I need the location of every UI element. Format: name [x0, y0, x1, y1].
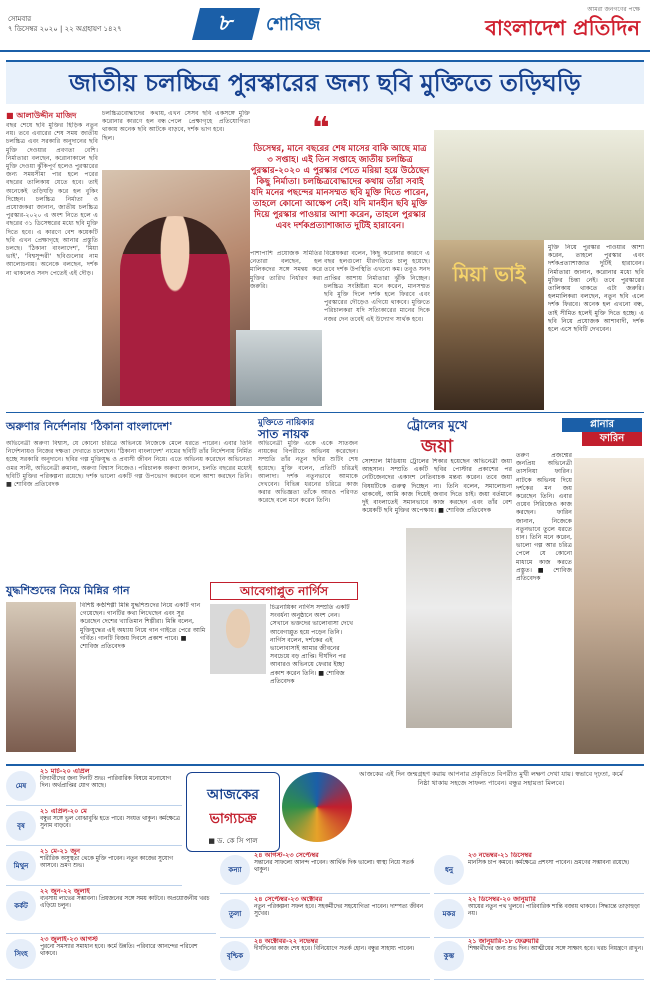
minni-body: বিশিষ্ট কণ্ঠশিল্পী মিন্নি যুদ্ধশিশুদের নিয়ে একটি গান গেয়েছেন। গানটির কথা লিখেছেন এবং সুর করেছেন দেশের খ্যাতিমান শিল্পীরা। মিন্নি বলেন, মুক্তিযুদ্ধের এই অধ্যায় নিয়ে গান গাইতে পেরে আমি গর্বিত। গানটি বিজয় দিবসে প্রকাশ পাবে। ■ শোবিজ প্রতিবেদক [80, 602, 206, 651]
zodiac-sign-icon: বৃষ [6, 811, 36, 841]
zodiac-sign-icon: ধনু [434, 855, 464, 885]
zodiac-date-range: ২১ মার্চ-২০ এপ্রিল [40, 768, 90, 775]
section-title: শোবিজ [266, 14, 321, 35]
headline-bar [6, 60, 644, 104]
nargis-photo [210, 604, 266, 674]
horoscope-title-2: ভাগ্যচক্র [209, 811, 257, 827]
zodiac-sign-icon: সিংহ [6, 939, 36, 969]
minni-photo [6, 602, 76, 752]
joya-name: জয়া [421, 436, 453, 457]
zodiac-date-range: ২৩ জুলাই-২৩ আগস্ট [40, 936, 98, 943]
horoscope-item [220, 938, 430, 980]
zodiac-text: বিদ্যার্থীদের জন্য দিনটি শুভ। পারিবারিক বিষয়ে মনোযোগ দিন। অর্থপ্রাপ্তির যোগ আছে। [40, 775, 171, 790]
date: ৭ ডিসেম্বর ২০২০ | ২২ অগ্রহায়ণ ১৪২৭ [8, 25, 122, 33]
horoscope-section [6, 764, 644, 980]
joya-body: সোশ্যাল মিডিয়ায় ট্রোলের শিকার হয়েছেন অভিনেত্রী জয়া আহসান। সম্প্রতি একটি ছবির পোস্টার প্রকাশের পর নেটিজেনদের একাংশ নেতিবাচক মন্তব্য করেন। তবে জয়া বিষয়টিকে গুরুত্ব দিচ্ছেন না। তিনি বলেন, সমালোচনা থাকবেই, আমি কাজ দিয়েই জবাব দিতে চাই। জয়া বর্তমানে দুই বাংলাতেই সমানভাবে কাজ করছেন এবং তাঁর বেশ কয়েকটি ছবি মুক্তির অপেক্ষায়। ■ শোবিজ প্রতিবেদক [362, 458, 512, 515]
story-column-1: বছর শেষে ছবি মুক্তির হিড়িক নতুন নয়। তবে এবারের শেষ সময় জাতীয় চলচ্চিত্র এবং সরকারি অনুদানের ছবি মুক্তি দেওয়ার প্রবণতা বেশি। নির্মাতারা বলছেন, করোনাকালে ছবি মুক্তি দেওয়া ঝুঁকিপূর্ণ হলেও পুরস্কারের জন্য সময়সীমা পার হলে পরের বছরের তালিকায় যেতে হবে। তাই অনেকেই তড়িঘড়ি করে হল বুকিং দিচ্ছেন। চলচ্চিত্র নির্মাতা ও প্রযোজকরা জানান, জাতীয় চলচ্চিত্র পুরস্কার-২০২০ এ অংশ নিতে হলে এ বছরের ৩১ ডিসেম্বরের মধ্যে ছবি মুক্তি দিতে হবে। এ কারণে বেশ কয়েকটি ছবি এখন প্রেক্ষাগৃহে আনার প্রস্তুতি চলছে। 'ঠিকানা বাংলাদেশ', 'মিয়া ভাই', 'বিশ্বসুন্দরী' ছবিগুলোর নাম আলোচনায়। অনেকে বলছেন, দর্শক না থাকলেও সনদ পেতেই এই দৌড়। [6, 122, 98, 277]
zodiac-date-range: ২৪ সেপ্টেম্বর-২৩ অক্টোবর [254, 896, 323, 903]
quote-text: ডিসেম্বর, মানে বছরের শেষ মাসের বাকি আছে মাত্র ৩ সপ্তাহ। এই তিন সপ্তাহে জাতীয় চলচ্চিত্র পুরস্কার-২০২০ এ পুরস্কার পেতে মরিয়া হয়ে উঠেছেন কিছু নির্মাতা। চলচ্চিত্রবোদ্ধাদের কথায় তাঁরা সবাই যদি মনের পছন্দের মানসম্মত ছবি মুক্তি দিতে পারেন, তাহলে কোনো আক্ষেপ নেই। যদি মানহীন ছবি মুক্তি দিয়ে পুরস্কার পাওয়ার আশা করেন, তাহলে পুরস্কার এবং দর্শকপ্রত্যাশাজাত দুটিই হারাবেন। [250, 144, 430, 231]
farin-story [516, 418, 644, 754]
farin-body: তরুণ প্রজন্মের জনপ্রিয় অভিনেত্রী তাসনিয়া ফারিন। নাটকে অভিনয় দিয়ে দর্শকের মন জয় করেছেন তিনি। এবার ওয়েব সিরিজেও কাজ করছেন। ফারিন জানান, নিজেকে নতুনভাবে তুলে ধরতে চান। তিনি মনে করেন, ভালো গল্প আর চরিত্র পেলে যে কোনো মাধ্যমে কাজ করতে প্রস্তুত। ■ শোবিজ প্রতিবেদক [516, 452, 572, 583]
page-header [0, 0, 650, 52]
zodiac-text: বন্ধুর সঙ্গে ভুল বোঝাবুঝি হতে পারে। সংযত থাকুন। কর্মক্ষেত্রে সুনাম বাড়বে। [40, 815, 180, 830]
zodiac-sign-icon: মেষ [6, 771, 36, 801]
horoscope-item [434, 938, 644, 980]
zodiac-text: দীর্ঘদিনের কাজ শেষ হবে। বিনিয়োগে সতর্ক হোন। বন্ধুর সাহায্য পাবেন। [254, 945, 415, 952]
horoscope-item [6, 936, 216, 980]
film-still-photo [434, 130, 644, 240]
pull-quote [250, 111, 430, 242]
zodiac-date-range: ২১ জানুয়ারি-১৮ ফেব্রুয়ারি [468, 938, 539, 945]
mukti-kicker: মুক্তিতে নায়িকার [258, 418, 315, 428]
joya-title: ট্রোলের মুখে [406, 418, 468, 432]
logo-tagline: আমরা জনগণের পক্ষে [587, 6, 640, 13]
main-headline: জাতীয় চলচ্চিত্র পুরস্কারের জন্য ছবি মুক্তিতে তড়িঘড়ি [69, 69, 581, 97]
section-divider [6, 412, 644, 413]
horoscope-item [6, 888, 216, 934]
aruna-title: অরুণার নির্দেশনায় 'ঠিকানা বাংলাদেশ' [6, 420, 173, 433]
zodiac-sign-icon: কুম্ভ [434, 941, 464, 971]
horoscope-intro: আজকের এই দিন জন্মগ্রহণ করায় আপনার প্রকৃতিতে বিপরীত মুখী লক্ষণ দেখা যায়। স্বভাবে দৃঢ়তা, কর্মে নিষ্ঠা থাকায় সহজে সাফল্য পাবেন। বন্ধুর সহায়তা মিলবে। [359, 770, 623, 787]
story-column-2: চলচ্চিত্রবোদ্ধাদের কথায়, করোনার কারণে হল বন্ধ থাকায় অনেক ছবি আটকে ছিল। [102, 110, 166, 142]
farin-tag: প্লানার [562, 418, 642, 432]
logo-text: বাংলাদেশ প্রতিদিন [485, 15, 640, 40]
aruna-story [6, 418, 252, 578]
zodiac-date-range: ২২ ডিসেম্বর-২০ জানুয়ারি [468, 896, 536, 903]
masthead-logo[interactable] [470, 4, 640, 44]
horoscope-item [6, 808, 182, 846]
zodiac-text: শারীরিক অসুস্থতা থেকে মুক্তি পাবেন। নতুন কাজের সুযোগ আসবে। ভ্রমণ শুভ। [40, 855, 173, 870]
byline: ■ আলাউদ্দীন মাজিদ [6, 111, 77, 120]
zodiac-text: পুরনো সমস্যার সমাধান হবে। কর্মে উন্নতি। পরিবারে আনন্দের পরিবেশ থাকবে। [40, 943, 198, 958]
horoscope-title-box [186, 772, 280, 852]
minni-story [6, 582, 206, 760]
day: সোমবার [8, 15, 32, 23]
horoscope-item [434, 852, 644, 894]
story-column-3: এখন সেসব ছবি একসঙ্গে মুক্তি পেলে প্রেক্ষাগৃহে প্রতিযোগিতা বাড়বে, দর্শক ভাগ হবে। [168, 110, 250, 134]
story-column-5: পাশাপাশি প্রযোজক সমিতির নেতারা বলছেন, হল মালিকদের সঙ্গে সমন্বয় করে মুক্তির তারিখ নির্ধারণ করা জরুরি। [250, 250, 322, 290]
zodiac-date-range: ২১ এপ্রিল-২০ মে [40, 808, 87, 815]
page-number: ৮ [192, 8, 260, 40]
story-column-4: বিশ্লেষকরা বলেন, কিছু করোনার কারণে এ বছর হলগুলো ধীরগতিতে চালু হয়েছে। তবে দর্শক উপস্থিতি এখনো কম। তবুও সনদ প্রাপ্তির আশায় নির্মাতারা ঝুঁকি নিচ্ছেন। চলচ্চিত্র সংশ্লিষ্টরা মনে করেন, মানসম্মত ছবি মুক্তি দিলে দর্শক হলে ফিরবে এবং পুরস্কারের দৌড়েও এগিয়ে থাকবে। মুক্তিতে পরিচালকরা যদি সত্যিকারের মানের দিকে নজর দেন তবেই এই উদ্যোগ সার্থক হবে। [324, 250, 430, 323]
zodiac-date-range: ২৪ অক্টোবর-২২ নভেম্বর [254, 938, 319, 945]
zodiac-wheel-icon [282, 772, 352, 842]
aruna-body: অভিনেত্রী অরুণা বিশ্বাস, যে কোনো চরিত্রে অভিনয়ে নিজেকে মেলে ধরতে পারেন। এবার তিনি নির্দেশনায়ও নিজের দক্ষতা দেখাতে চলেছেন। 'ঠিকানা বাংলাদেশ' নামের ছবিটি তাঁর নির্দেশনায় নির্মিত হচ্ছে সরকারি অনুদানে। ছবির গল্প মুক্তিযুদ্ধ ও প্রবাসী জীবন নিয়ে। এতে অভিনয় করেছেন অভিনেতা ওমর সানী, অভিনেত্রী রুমানা, অরুণা বিশ্বাস নিজেও। পরিচালক অরুণা জানান, চলতি বছরের মধ্যেই ছবিটি মুক্তির পরিকল্পনা রয়েছে। দর্শক ভালো একটি গল্প উপভোগ করবেন বলে আশা করছেন তিনি। ■ শোবিজ প্রতিবেদক [6, 440, 252, 489]
actress-photo [102, 170, 250, 406]
horoscope-item [6, 768, 182, 806]
horoscope-item [220, 896, 430, 938]
zodiac-sign-icon: কর্কট [6, 891, 36, 921]
zodiac-text: শিক্ষার্থীদের জন্য শুভ দিন। আত্মীয়ের সঙ্গে সাক্ষাৎ হবে। খরচ নিয়ন্ত্রণে রাখুন। [468, 945, 644, 952]
zodiac-text: সন্তানের সাফল্যে আনন্দ পাবেন। আর্থিক দিক ভালো। স্বাস্থ্য নিয়ে সতর্ক থাকুন। [254, 859, 414, 874]
zodiac-text: মানসিক চাপ কমবে। কর্মক্ষেত্রে প্রশংসা পাবেন। ভ্রমণের সম্ভাবনা রয়েছে। [468, 859, 630, 866]
film-poster [434, 240, 544, 410]
nargis-title: আবেগাপ্লুত নার্গিস [210, 582, 358, 600]
zodiac-text: আয়ের নতুন পথ খুলবে। পারিবারিক শান্তি বজায় থাকবে। সিদ্ধান্তে তাড়াহুড়া নয়। [468, 903, 640, 918]
zodiac-sign-icon: তুলা [220, 899, 250, 929]
joya-story [362, 418, 512, 754]
quote-icon: ❝ [312, 111, 330, 146]
poster-title: মিয়া ভাই [452, 262, 526, 286]
mukti-body: অভিনেত্রী মুক্তি একে একে সাতজন নায়কের বিপরীতে অভিনয় করেছেন। সম্প্রতি তাঁর নতুন ছবির শুটিং শেষ হয়েছে। মুক্তি বলেন, প্রতিটি চরিত্রই আলাদা। দর্শক নতুনভাবে আমাকে দেখবেন। বিভিন্ন ধরনের চরিত্রে কাজ করার অভিজ্ঞতা তাঁকে আরও পরিণত করেছে বলে মনে করেন তিনি। [258, 440, 358, 505]
film-column: মুক্তি নিয়ে পুরস্কার পাওয়ার আশা করেন, তাহলে পুরস্কার এবং দর্শকপ্রত্যাশাজাত দুটিই হারাবেন। নির্মাতারা জানান, করোনার মধ্যে ছবি মুক্তির চিন্তা নেই। তবে পুরস্কারের তালিকায় থাকতে এটা জরুরি। হলমালিকরা বলছেন, নতুন ছবি এলে দর্শক ফিরবে। অনেক হল এখনো বন্ধ, তাই সীমিত হলেই মুক্তি দিতে হচ্ছে। এ ছবি নিয়ে প্রযোজক আশাবাদী, দর্শক হলে এসে ছবিটি দেখবেন। [548, 244, 644, 334]
zodiac-sign-icon: কন্যা [220, 855, 250, 885]
horoscope-title-1: আজকের [207, 787, 259, 803]
horoscope-item [220, 852, 430, 894]
farin-photo [574, 458, 644, 754]
horoscope-item [434, 896, 644, 938]
nargis-story [210, 582, 358, 760]
zodiac-sign-icon: মকর [434, 899, 464, 929]
horoscope-item [6, 848, 182, 886]
zodiac-date-range: ২২ জুন-২২ জুলাই [40, 888, 90, 895]
top-story [6, 110, 430, 406]
zodiac-date-range: ২৩ নভেম্বর-২১ ডিসেম্বর [468, 852, 532, 859]
actress-figure [120, 216, 230, 406]
actor-photo [236, 330, 322, 406]
minni-title: যুদ্ধশিশুদের নিয়ে মিন্নির গান [6, 584, 130, 597]
zodiac-sign-icon: মিথুন [6, 851, 36, 881]
farin-name: ফারিন [582, 432, 642, 446]
joya-photo [406, 528, 512, 728]
mukti-story [258, 418, 358, 568]
date-line [8, 14, 122, 34]
astrologer-name: ■ ড. কে সি পাল [208, 837, 258, 845]
mukti-headline: সাত নায়ক [258, 427, 309, 441]
zodiac-date-range: ২১ মে-২১ জুন [40, 848, 81, 855]
mukti-title [258, 418, 358, 440]
zodiac-text: ব্যবসায় লাভের সম্ভাবনা। প্রিয়জনের সঙ্গে সময় কাটবে। অপ্রয়োজনীয় খরচ এড়িয়ে চলুন। [40, 895, 210, 910]
nargis-body: চিত্রনায়িকা নার্গিস সম্প্রতি একটি সংবর্ধনা অনুষ্ঠানে অংশ নেন। সেখানে ভক্তদের ভালোবাসা দেখে আবেগাপ্লুত হয়ে পড়েন তিনি। নার্গিস বলেন, দর্শকের এই ভালোবাসাই আমার জীবনের সবচেয়ে বড় প্রাপ্তি। দীর্ঘদিন পর আবারও অভিনয়ে ফেরার ইচ্ছা প্রকাশ করেন তিনি। ■ শোবিজ প্রতিবেদক [270, 604, 354, 685]
zodiac-date-range: ২৪ আগস্ট-২৩ সেপ্টেম্বর [254, 852, 319, 859]
zodiac-sign-icon: বৃশ্চিক [220, 941, 250, 971]
zodiac-text: নতুন পরিকল্পনা সফল হবে। সহকর্মীদের সহযোগিতা পাবেন। দাম্পত্য জীবন সুখের। [254, 903, 423, 918]
